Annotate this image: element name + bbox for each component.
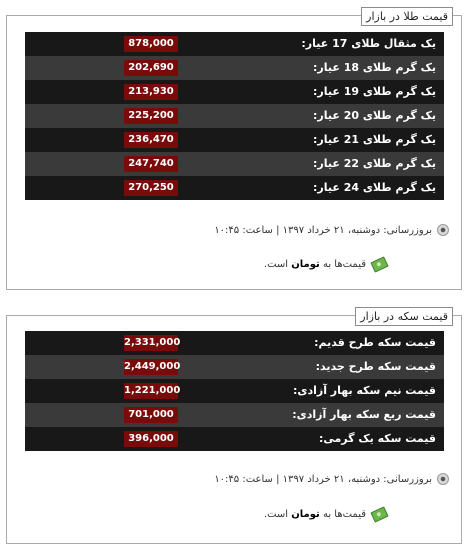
row-label: یک گرم طلای 19 عیار: — [313, 85, 436, 98]
table-row — [25, 152, 444, 176]
row-label: قیمت سکه یک گرمی: — [318, 432, 436, 445]
currency-note — [247, 256, 387, 274]
currency-prefix: قیمت‌ها به — [322, 509, 366, 520]
row-label: قیمت سکه طرح قدیم: — [314, 336, 436, 349]
bullet-icon — [437, 224, 449, 236]
currency-suffix: است. — [263, 509, 289, 520]
table-row — [25, 176, 444, 200]
coin-price-table — [25, 331, 444, 451]
update-text: بروزرسانی: دوشنبه، ۲۱ خرداد ۱۳۹۷ | ساعت: ۱۰:۴۵ — [214, 474, 432, 485]
price-badge: 1,221,000 — [124, 383, 178, 399]
row-label: یک گرم طلای 21 عیار: — [313, 133, 436, 146]
gold-price-table — [25, 32, 444, 200]
table-row — [25, 331, 444, 355]
price-badge: 213,930 — [124, 84, 178, 100]
update-text: بروزرسانی: دوشنبه، ۲۱ خرداد ۱۳۹۷ | ساعت: ۱۰:۴۵ — [214, 225, 432, 236]
row-label: قیمت نیم سکه بهار آزادی: — [292, 384, 436, 397]
currency-note — [247, 506, 387, 524]
coin-box-title: قیمت سکه در بازار — [355, 307, 453, 326]
table-row — [25, 80, 444, 104]
currency-unit: تومان — [291, 509, 320, 520]
price-badge: 202,690 — [124, 60, 178, 76]
currency-prefix: قیمت‌ها به — [322, 259, 366, 270]
money-icon — [370, 256, 388, 272]
table-row — [25, 128, 444, 152]
currency-suffix: است. — [263, 259, 289, 270]
row-label: قیمت ربع سکه بهار آزادی: — [292, 408, 436, 421]
price-badge: 247,740 — [124, 156, 178, 172]
row-label: یک گرم طلای 18 عیار: — [313, 61, 436, 74]
price-badge: 236,470 — [124, 132, 178, 148]
price-badge: 701,000 — [124, 407, 178, 423]
table-row — [25, 403, 444, 427]
row-label: قیمت سکه طرح جدید: — [315, 360, 436, 373]
row-label: یک گرم طلای 24 عیار: — [313, 181, 436, 194]
price-badge: 878,000 — [124, 36, 178, 52]
currency-unit: تومان — [291, 259, 320, 270]
coin-price-box — [6, 310, 462, 544]
gold-box-title: قیمت طلا در بازار — [361, 7, 453, 26]
table-row — [25, 427, 444, 451]
price-badge: 2,449,000 — [124, 359, 178, 375]
price-badge: 396,000 — [124, 431, 178, 447]
money-icon — [370, 506, 388, 522]
price-badge: 270,250 — [124, 180, 178, 196]
price-badge: 2,331,000 — [124, 335, 178, 351]
row-label: یک گرم طلای 20 عیار: — [313, 109, 436, 122]
gold-price-box — [6, 10, 462, 290]
row-label: یک گرم طلای 22 عیار: — [313, 157, 436, 170]
table-row — [25, 32, 444, 56]
row-label: یک مثقال طلای 17 عیار: — [301, 37, 436, 50]
last-update-info — [214, 223, 449, 239]
table-row — [25, 355, 444, 379]
price-badge: 225,200 — [124, 108, 178, 124]
bullet-icon — [437, 473, 449, 485]
table-row — [25, 56, 444, 80]
table-row — [25, 104, 444, 128]
last-update-info — [214, 472, 449, 488]
table-row — [25, 379, 444, 403]
